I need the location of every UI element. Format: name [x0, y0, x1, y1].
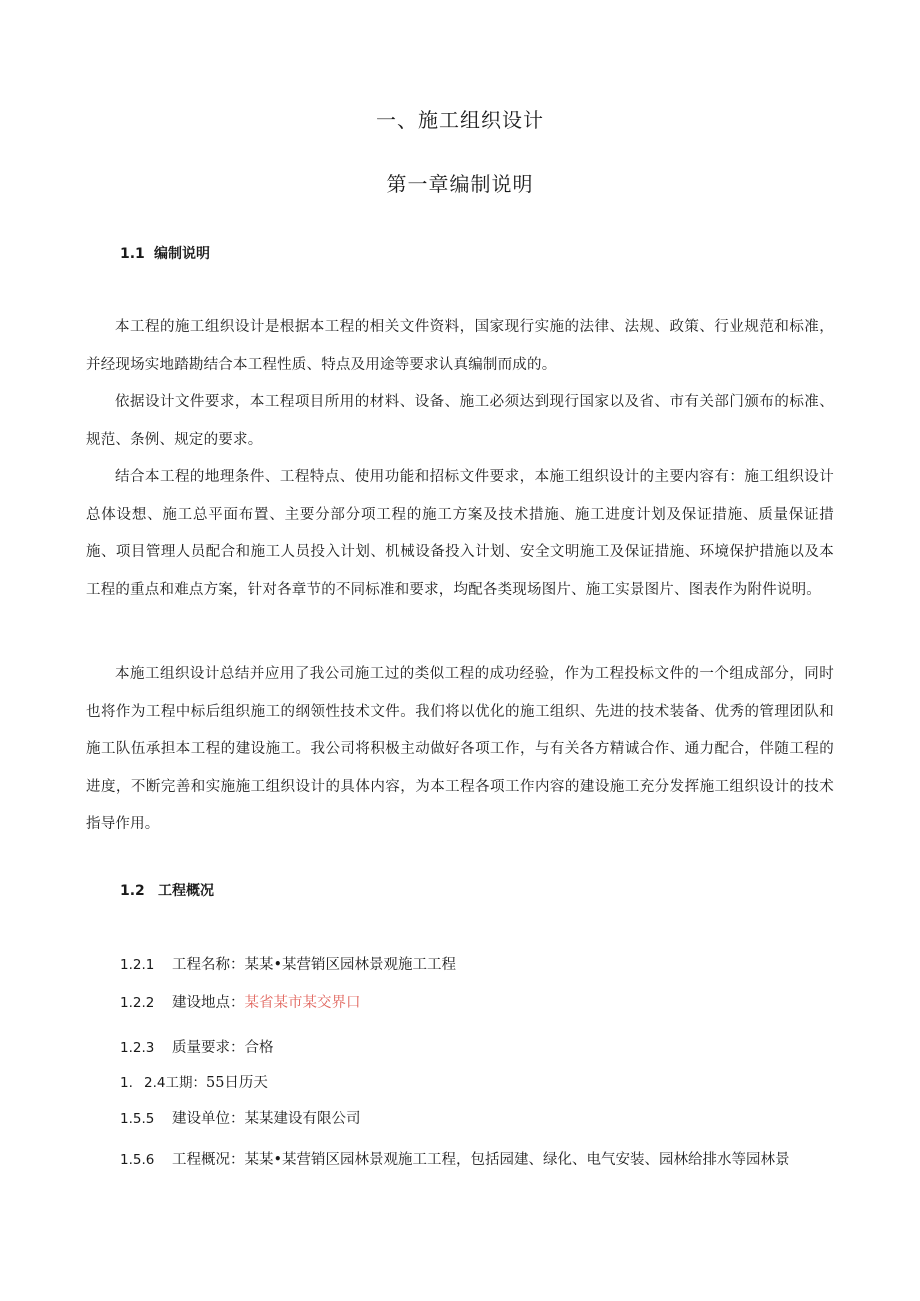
info-item-overview: [120, 1148, 790, 1169]
section-heading-1-1: [120, 243, 210, 263]
item-number: 1.2.3: [120, 1040, 155, 1056]
item-label: 工程名称：: [172, 957, 245, 973]
item-number: 1.: [120, 1075, 133, 1091]
item-value: 某某•某营销区园林景观施工工程: [244, 957, 457, 973]
info-item-project-name: [120, 953, 456, 974]
item-label: 质量要求：: [172, 1040, 245, 1056]
item-value: 55日历天: [205, 1075, 268, 1091]
paragraph-2: 依据设计文件要求，本工程项目所用的材料、设备、施工必须达到现行国家以及省、市有关部门颁布的标准、规范、条例、规定的要求。: [86, 394, 834, 448]
section-number: 1.1: [120, 246, 145, 262]
section-label: 编制说明: [154, 246, 210, 262]
section-number: 1.2: [120, 883, 145, 899]
section-label: 工程概况: [158, 883, 214, 899]
item-value: 某某建设有限公司: [244, 1111, 361, 1127]
item-label: 建设单位：: [172, 1111, 245, 1127]
info-item-duration: [120, 1071, 268, 1092]
document-title: 一、施工组织设计: [376, 108, 544, 132]
chapter-title: 第一章编制说明: [386, 172, 534, 196]
info-item-location: [120, 991, 361, 1012]
item-value: 合格: [244, 1040, 274, 1056]
item-label: 工程概况：: [172, 1152, 245, 1168]
info-item-owner: [120, 1107, 361, 1128]
paragraph-1: 本工程的施工组织设计是根据本工程的相关文件资料，国家现行实施的法律、法规、政策、行业规范和标准，并经现场实地踏勘结合本工程性质、特点及用途等要求认真编制而成的。: [86, 319, 834, 373]
paragraph-3: 结合本工程的地理条件、工程特点、使用功能和招标文件要求，本施工组织设计的主要内容有：施工组织设计总体设想、施工总平面布置、主要分部分项工程的施工方案及技术措施、施工进度计划及保证措施、质量保证措施、项目管理人员配合和施工人员投入计划、机械设备投入计划、安全文明施工及保证措施、环境保护措施以及本工程的重点和难点方案，针对各章节的不同标准和要求，均配各类现场图片、施工实景图片、图表作为附件说明。: [86, 469, 834, 598]
item-label: 2.4工期：: [144, 1075, 206, 1091]
item-value-highlight: 某省某市某交界口: [244, 995, 361, 1011]
item-number: 1.5.5: [120, 1111, 155, 1127]
item-number: 1.5.6: [120, 1152, 155, 1168]
item-value: 某某•某营销区园林景观施工工程，包括园建、绿化、电气安装、园林给排水等园林景: [244, 1152, 790, 1168]
item-number: 1.2.2: [120, 995, 155, 1011]
item-label: 建设地点：: [172, 995, 245, 1011]
item-number: 1.2.1: [120, 957, 155, 973]
paragraph-4: 本施工组织设计总结并应用了我公司施工过的类似工程的成功经验，作为工程投标文件的一个组成部分，同时也将作为工程中标后组织施工的纲领性技术文件。我们将以优化的施工组织、先进的技术装备、优秀的管理团队和施工队伍承担本工程的建设施工。我公司将积极主动做好各项工作，与有关各方精诚合作、通力配合，伴随工程的进度，不断完善和实施施工组织设计的具体内容，为本工程各项工作内容的建设施工充分发挥施工组织设计的技术指导作用。: [86, 666, 834, 832]
info-item-quality: [120, 1036, 274, 1057]
section-heading-1-2: [120, 880, 214, 900]
